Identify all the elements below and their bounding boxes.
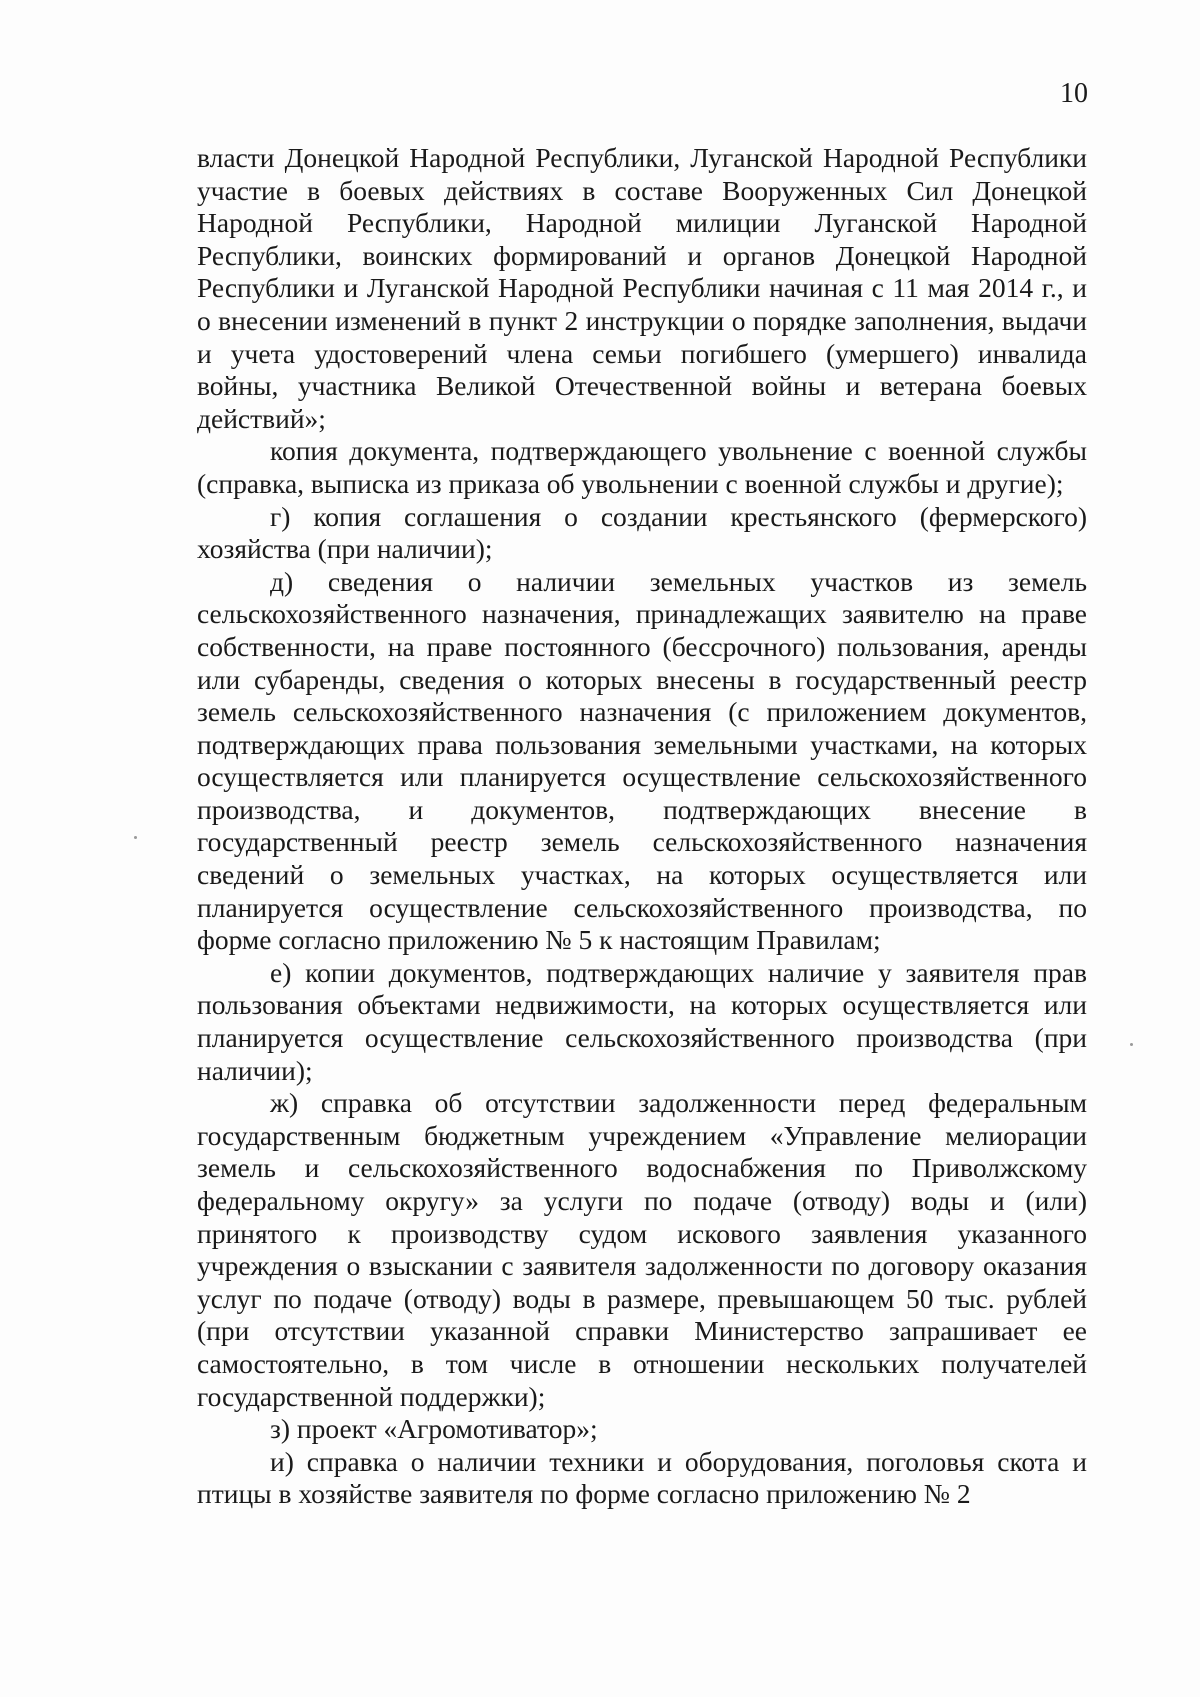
paragraph-item-i: и) справка о наличии техники и оборудования, поголовья скота и птицы в хозяйстве заявителя по форме согласно приложению № 2 — [197, 1445, 1087, 1510]
scan-speck — [1130, 1043, 1133, 1046]
page-number: 10 — [1060, 78, 1088, 109]
paragraph-item-z: з) проект «Агромотиватор»; — [270, 1413, 598, 1445]
paragraph-item-d: д) сведения о наличии земельных участков из земель сельскохозяйственного назначения, принадлежащих заявителю на праве собственности, на праве постоянного (бессрочного) пользования, аренды или субаренды, сведения о которых внесены в государственный реестр земель сельскохозяйственного назначения (с приложением документов, подтверждающих права пользования земельными участками, на которых осуществляется или планируется осуществление сельскохозяйственного производства, и документов, подтверждающих внесение в государственный реестр земель сельскохозяйственного назначения сведений о земельных участках, на которых осуществляется или планируется осуществление сельскохозяйственного производства, по форме согласно приложению № 5 к настоящим Правилам; — [197, 565, 1087, 956]
paragraph-item-zh: ж) справка об отсутствии задолженности перед федеральным государственным бюджетным учреждением «Управление мелиорации земель и сельскохозяйственного водоснабжения по Приволжскому федеральному округу» за услуги по подаче (отводу) воды и (или) принятого к производству судом искового заявления указанного учреждения о взыскании с заявителя задолженности по договору оказания услуг по подаче (отводу) воды в размере, превышающем 50 тыс. рублей (при отсутствии указанной справки Министерство запрашивает ее самостоятельно, в том числе в отношении нескольких получателей государственной поддержки); — [197, 1087, 1087, 1412]
paragraph-military-discharge: копия документа, подтверждающего увольнение с военной службы (справка, выписка из приказа об увольнении с военной службы и другие); — [197, 435, 1087, 499]
paragraph-continuation: власти Донецкой Народной Республики, Луганской Народной Республики участие в боевых действиях в составе Вооруженных Сил Донецкой Народной Республики, Народной милиции Луганской Народной Республики, воинских формирований и органов Донецкой Народной Республики и Луганской Народной Республики начиная с 11 мая 2014 г., и о внесении изменений в пункт 2 инструкции о порядке заполнения, выдачи и учета удостоверений члена семьи погибшего (умершего) инвалида войны, участника Великой Отечественной войны и ветерана боевых действий»; — [197, 142, 1087, 434]
scan-speck — [134, 836, 137, 839]
document-body — [197, 142, 1087, 1511]
paragraph-item-g: г) копия соглашения о создании крестьянского (фермерского) хозяйства (при наличии); — [197, 500, 1087, 565]
paragraph-item-e: е) копии документов, подтверждающих наличие у заявителя прав пользования объектами недвижимости, на которых осуществляется или планируется осуществление сельскохозяйственного производства (при наличии); — [197, 956, 1087, 1086]
